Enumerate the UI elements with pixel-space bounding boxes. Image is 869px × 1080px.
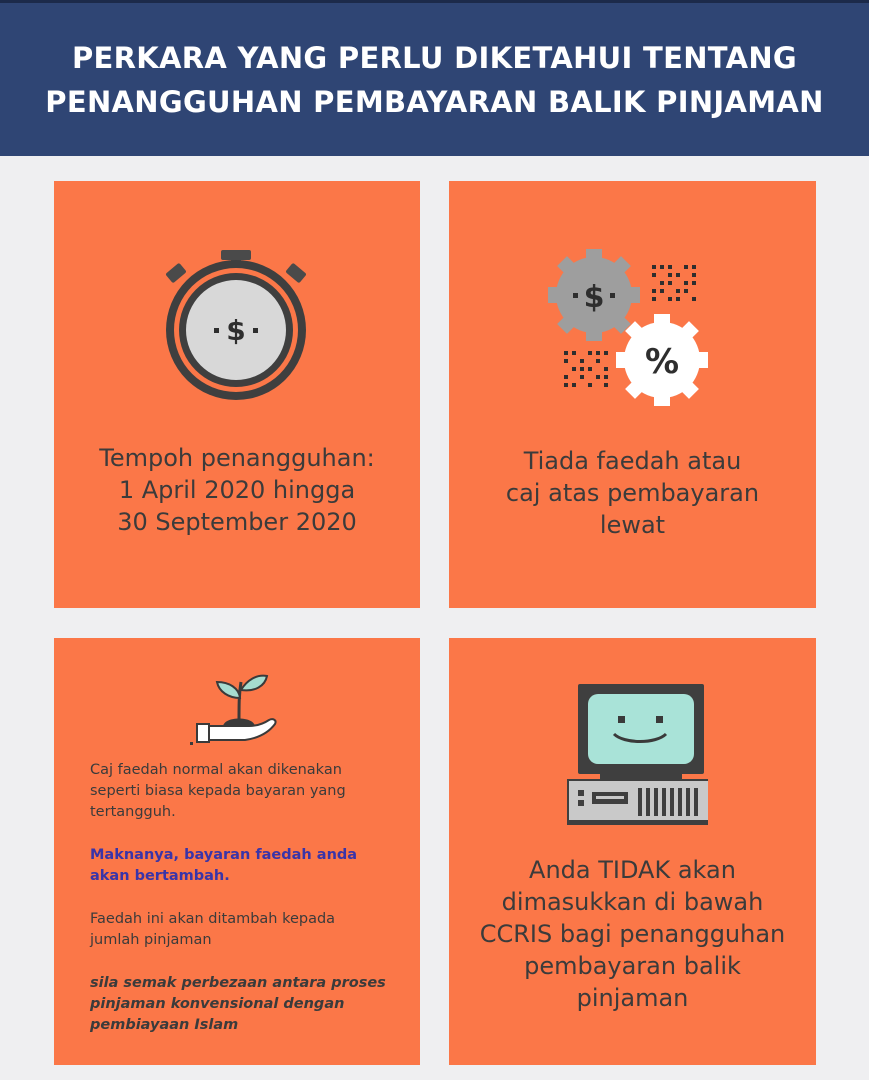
text-line: Caj faedah normal akan dikenakan: [90, 762, 342, 778]
stopwatch-dollar-sign: $: [226, 314, 246, 347]
text-line: jumlah pinjaman: [90, 932, 212, 948]
header-title-line-2: PENANGGUHAN PEMBAYARAN BALIK PINJAMAN: [45, 84, 824, 119]
hand-plant-icon: [189, 664, 289, 754]
text-line: pembayaran balik: [524, 952, 741, 980]
card-ccris-text: [449, 854, 816, 1014]
gear-dollar-sign: $: [583, 280, 605, 315]
text-line: pinjaman: [576, 984, 689, 1012]
text-line: dimasukkan di bawah: [501, 888, 764, 916]
header-banner: [0, 0, 869, 156]
card-deferment-period: [54, 181, 420, 608]
text-line: Anda TIDAK akan: [529, 856, 736, 884]
card-deferment-text: [54, 442, 420, 538]
gears-dollar-percent-icon: [544, 243, 724, 413]
gear-percent-sign: %: [644, 342, 680, 382]
note-line: pembiayaan Islam: [90, 1017, 239, 1033]
text-line: lewat: [599, 511, 666, 539]
card-no-late-charges: [449, 181, 816, 608]
highlight-line: Maknanya, bayaran faedah anda: [90, 847, 358, 863]
highlight-line: akan bertambah.: [90, 868, 230, 884]
text-line: seperti biasa kepada bayaran yang: [90, 783, 346, 799]
card-interest-text: [90, 760, 400, 1036]
stopwatch-dollar-icon: [157, 243, 317, 403]
header-title-line-1: PERKARA YANG PERLU DIKETAHUI TENTANG: [71, 40, 798, 75]
card-interest-charges: [54, 638, 420, 1065]
card-ccris: [449, 638, 816, 1065]
text-line: Tiada faedah atau: [523, 447, 742, 475]
smiley-computer-icon: [558, 682, 708, 827]
note-line: sila semak perbezaan antara proses: [90, 975, 386, 991]
note-line: pinjaman konvensional dengan: [90, 996, 345, 1012]
text-line: CCRIS bagi penangguhan: [479, 920, 786, 948]
card-no-charges-text: [449, 445, 816, 541]
text-line: tertangguh.: [90, 804, 176, 820]
text-line: 30 September 2020: [117, 508, 357, 536]
text-line: Tempoh penangguhan:: [99, 444, 375, 472]
text-line: 1 April 2020 hingga: [118, 476, 356, 504]
text-line: caj atas pembayaran: [505, 479, 760, 507]
text-line: Faedah ini akan ditambah kepada: [90, 911, 336, 927]
